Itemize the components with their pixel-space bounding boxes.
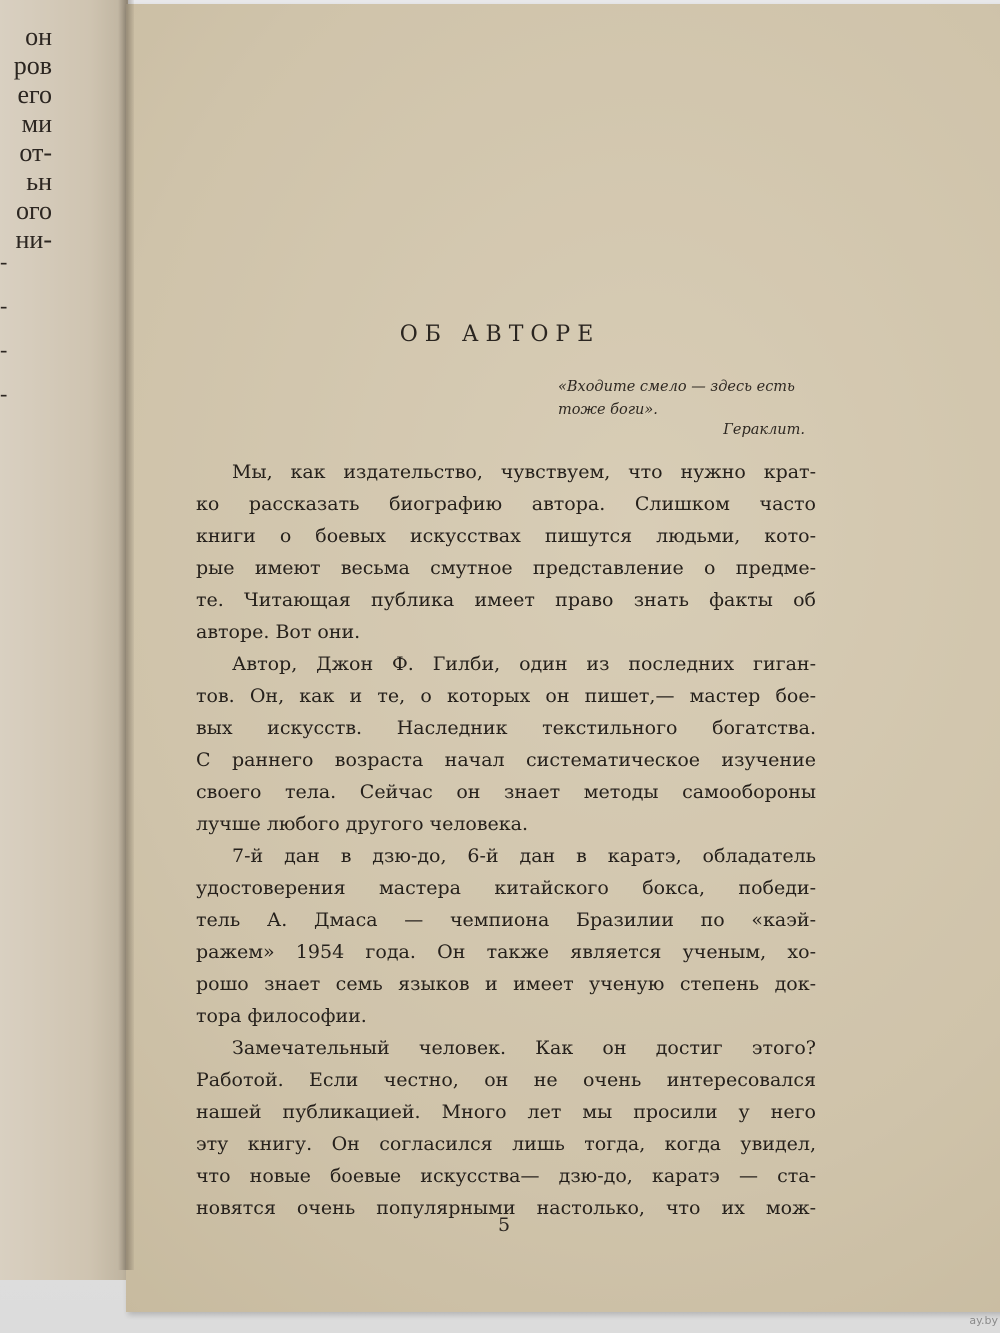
text-line: книги о боевых искусствах пишутся людьми, кото- (196, 525, 816, 547)
epigraph-line: «Входите смело — здесь есть (558, 379, 795, 395)
text-line: Замечательный человек. Как он достиг этого? (232, 1037, 816, 1059)
text-line: Автор, Джон Ф. Гилби, один из последних гиган- (232, 653, 816, 675)
text-line: что новые боевые искусства— дзю-до, каратэ — ста- (196, 1165, 816, 1187)
page-title: ОБ АВТОРЕ (399, 322, 601, 347)
body-text (196, 456, 816, 1224)
previous-page-line: его (17, 80, 52, 109)
text-line: рошо знает семь языков и имеет ученую степень док- (196, 973, 816, 995)
previous-page (0, 0, 128, 1280)
previous-page-line: ми (21, 109, 52, 138)
text-line: ко рассказать биографию автора. Слишком часто (196, 493, 816, 515)
text-line: тов. Он, как и те, о которых он пишет,— мастер бое- (196, 685, 816, 707)
text-line: те. Читающая публика имеет право знать факты об (196, 589, 816, 611)
site-watermark: ay.by (969, 1314, 998, 1327)
text-line: удостоверения мастера китайского бокса, победи- (196, 877, 816, 899)
text-line: Работой. Если честно, он не очень интересовался (196, 1069, 816, 1091)
text-line: вых искусств. Наследник текстильного богатства. (196, 717, 816, 739)
epigraph-author: Гераклит. (723, 422, 805, 438)
book-spine (118, 0, 134, 1270)
text-line: нашей публикацией. Много лет мы просили у него (196, 1101, 816, 1123)
text-line: 7-й дан в дзю-до, 6-й дан в каратэ, обладатель (232, 845, 816, 867)
text-line: новятся очень популярными настолько, что их мож- (196, 1197, 816, 1219)
text-line: тора философии. (196, 1005, 367, 1027)
previous-page-line: он (25, 22, 52, 51)
previous-page-line: ьн (26, 167, 52, 196)
text-line: лучше любого другого человека. (196, 813, 529, 835)
text-line: Мы, как издательство, чувствуем, что нужно крат- (232, 461, 816, 483)
previous-page-text (0, 22, 52, 254)
text-line: эту книгу. Он согласился лишь тогда, когда увидел, (196, 1133, 816, 1155)
dash: - (0, 337, 8, 362)
text-line: своего тела. Сейчас он знает методы самообороны (196, 781, 816, 803)
text-line: рые имеют весьма смутное представление о предме- (196, 557, 816, 579)
previous-page-line: от- (19, 138, 52, 167)
text-line: авторе. Вот они. (196, 621, 361, 643)
dash: - (0, 249, 8, 274)
dash: - (0, 293, 8, 318)
epigraph (558, 376, 818, 422)
text-line: ражем» 1954 года. Он также является ученым, хо- (196, 941, 816, 963)
dash: - (0, 381, 8, 406)
page-number: 5 (497, 1214, 511, 1236)
previous-page-line: ни- (15, 225, 52, 254)
epigraph-line: тоже боги». (558, 402, 658, 418)
previous-page-line: ров (13, 51, 52, 80)
text-line: С раннего возраста начал систематическое изучение (196, 749, 816, 771)
text-line: тель А. Дмаса — чемпиона Бразилии по «каэй- (196, 909, 816, 931)
previous-page-line: ого (15, 196, 52, 225)
